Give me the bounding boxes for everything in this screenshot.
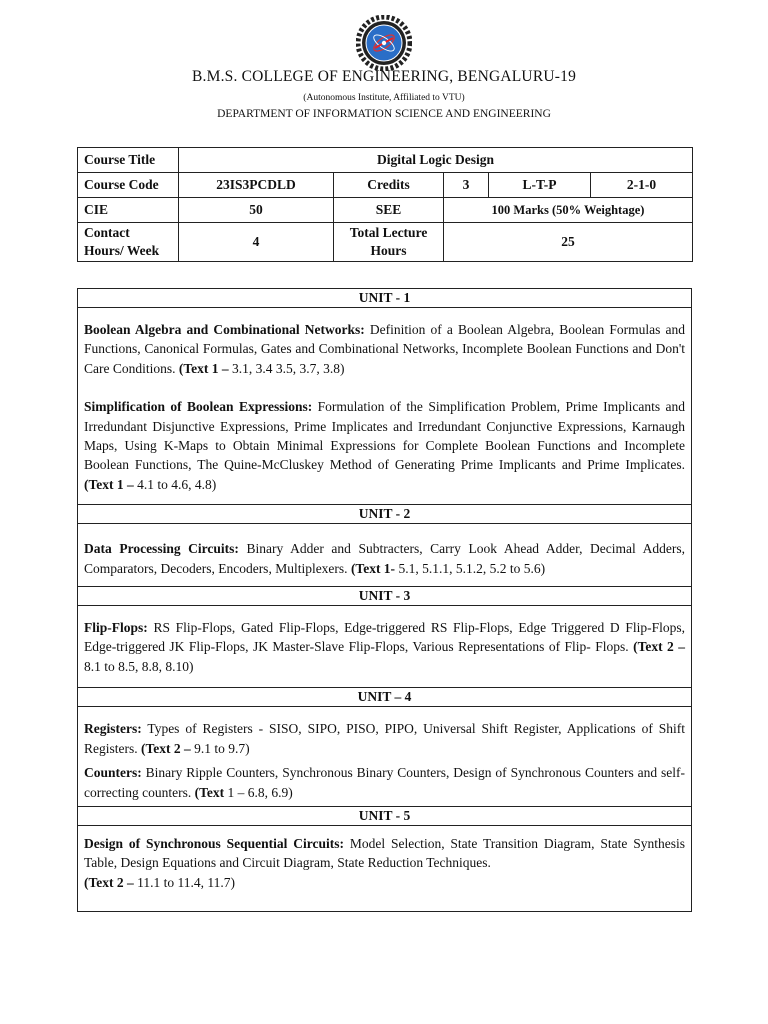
unit-4-section-2 [84, 763, 685, 802]
unit-4-topic-1-ref-label: (Text 2 – [141, 740, 191, 756]
unit-4-topic-2-title: Counters: [84, 765, 142, 781]
unit-3-topic-1-text: RS Flip-Flops, Gated Flip-Flops, Edge-triggered RS Flip-Flops, Edge Triggered D Flip-Flops, Edge-triggered JK Flip-Flops, JK Master-Slave Flip-Flops, Various Representations of Flip- Flops. [84, 620, 685, 655]
unit-5-topic-1-title: Design of Synchronous Sequential Circuits: [84, 835, 344, 851]
unit-5-topic-1-ref: 11.1 to 11.4, 11.7) [133, 874, 235, 890]
see-value: 100 Marks (50% Weightage) [444, 198, 693, 223]
unit-4-topic-1-title: Registers: [84, 721, 142, 737]
cie-row [78, 198, 693, 223]
credits-value: 3 [444, 173, 489, 198]
unit-5-heading: UNIT - 5 [78, 806, 691, 826]
unit-2-topic-1-ref: 5.1, 5.1.1, 5.1.2, 5.2 to 5.6) [395, 560, 546, 576]
unit-1-section-2 [84, 397, 685, 494]
unit-1-section-1 [84, 320, 685, 378]
unit-1-topic-1-title: Boolean Algebra and Combinational Networks: [84, 322, 365, 337]
lecture-label-line2: Hours [370, 243, 407, 258]
ltp-label: L-T-P [489, 173, 591, 198]
unit-1-topic-1-ref-label: (Text 1 – [178, 360, 229, 376]
unit-1-topic-1-ref: 3.1, 3.4 3.5, 3.7, 3.8) [228, 360, 345, 376]
unit-5-topic-1-text: Model Selection, State Transition Diagram, State Synthesis Table, Design Equations and Circuit Diagram, State Reduction Techniques. [84, 835, 685, 871]
contact-hours-row [78, 223, 693, 262]
unit-4-topic-1-text: Types of Registers - SISO, SIPO, PISO, PIPO, Universal Shift Register, Applications of Shift Registers. [84, 721, 685, 756]
unit-3-heading: UNIT - 3 [78, 586, 691, 606]
unit-1-topic-2-ref-label: (Text 1 – [84, 476, 134, 492]
unit-1-topic-1-text: Definition of a Boolean Algebra, Boolean Formulas and Functions, Canonical Formulas, Gates and Combinational Networks, Incomplete Boolean Functions and Don't Care Conditions. [84, 322, 685, 376]
lecture-label-line1: Total Lecture [349, 225, 428, 240]
course-code-value: 23IS3PCDLD [179, 173, 334, 198]
credits-label: Credits [334, 173, 444, 198]
contact-label-line2: Hours/ Week [84, 243, 160, 258]
syllabus-box [77, 288, 692, 912]
course-code-row [78, 173, 693, 198]
cie-value: 50 [179, 198, 334, 223]
unit-4-section-1 [84, 719, 685, 758]
unit-5-body [78, 826, 691, 911]
gear-emblem-icon [358, 17, 410, 69]
unit-2-topic-1-ref-label: (Text 1- [350, 560, 396, 576]
unit-5-section-1 [84, 834, 685, 892]
contact-label-line1: Contact [84, 225, 130, 240]
ltp-value: 2-1-0 [591, 173, 693, 198]
unit-5-topic-1-ref-label: (Text 2 – [84, 874, 134, 890]
unit-1-body [78, 308, 691, 504]
college-name: B.M.S. COLLEGE OF ENGINEERING, BENGALURU-19 [191, 68, 577, 85]
unit-3-topic-1-ref-label: (Text 2 – [633, 639, 686, 655]
unit-3-section-1 [84, 618, 685, 676]
unit-1-heading: UNIT - 1 [78, 289, 691, 308]
unit-2-body [78, 524, 691, 586]
course-title-row [78, 148, 693, 173]
unit-3-topic-1-ref: 8.1 to 8.5, 8.8, 8.10) [84, 658, 194, 674]
unit-4-topic-2-ref: 1 – 6.8, 6.9) [224, 784, 293, 800]
college-logo [356, 15, 412, 71]
unit-4-body [78, 707, 691, 806]
unit-1-topic-2-title: Simplification of Boolean Expressions: [84, 399, 313, 415]
see-label: SEE [334, 198, 444, 223]
course-code-label: Course Code [78, 173, 179, 198]
contact-hours-value: 4 [179, 223, 334, 262]
unit-2-topic-1-text: Binary Adder and Subtracters, Carry Look Ahead Adder, Decimal Adders, Comparators, Decoders, Encoders, Multiplexers. [84, 541, 685, 576]
unit-4-topic-2-ref-label: (Text [194, 784, 225, 800]
cie-label: CIE [78, 198, 179, 223]
department-name: DEPARTMENT OF INFORMATION SCIENCE AND ENGINEERING [217, 108, 551, 120]
unit-4-topic-2-text: Binary Ripple Counters, Synchronous Binary Counters, Design of Synchronous Counters and self-correcting counters. [84, 765, 685, 800]
course-title-value: Digital Logic Design [179, 148, 693, 173]
course-info-table [77, 147, 693, 262]
unit-4-heading: UNIT – 4 [78, 687, 691, 707]
unit-1-topic-2-ref: 4.1 to 4.6, 4.8) [133, 476, 217, 492]
unit-2-topic-1-title: Data Processing Circuits: [84, 541, 239, 557]
unit-4-topic-1-ref: 9.1 to 9.7) [190, 740, 250, 756]
unit-2-heading: UNIT - 2 [78, 504, 691, 524]
contact-hours-label [78, 223, 179, 262]
lecture-hours-label [334, 223, 444, 262]
course-title-label: Course Title [78, 148, 179, 173]
unit-3-body [78, 606, 691, 687]
unit-1-topic-2-text: Formulation of the Simplification Problem, Prime Implicants and Irredundant Disjunctive Expressions, Prime Implicates and Irredundant Conjunctive Expressions, Karnaugh Maps, Using K-Maps to Obtain Minimal Expressions for Complete Boolean Functions and Incomplete Boolean Functions, The Quine-McCluskey Method of Generating Prime Implicants and Prime Implicates. [84, 399, 686, 473]
unit-2-section-1 [84, 539, 685, 578]
unit-3-topic-1-title: Flip-Flops: [84, 620, 148, 636]
lecture-hours-value: 25 [444, 223, 693, 262]
affiliation-note: (Autonomous Institute, Affiliated to VTU) [303, 93, 465, 103]
